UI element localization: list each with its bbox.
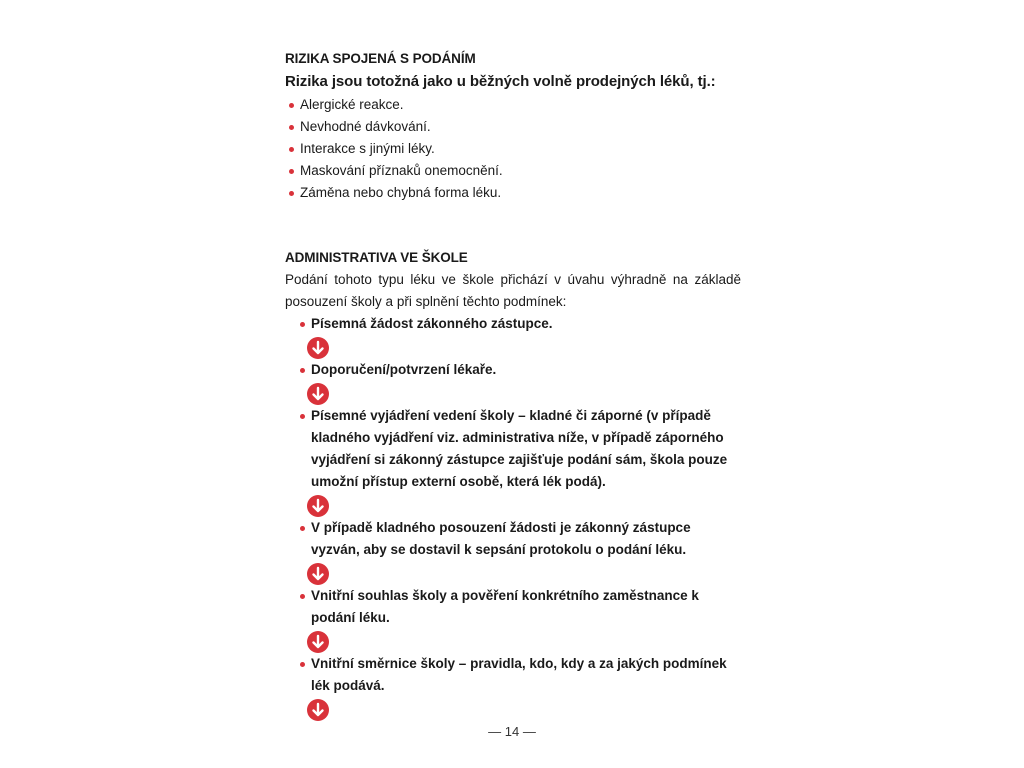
risks-heading: RIZIKA SPOJENÁ S PODÁNÍM xyxy=(285,51,476,66)
bullet-icon xyxy=(300,368,305,373)
list-item: Interakce s jinými léky. xyxy=(285,138,741,160)
bullet-icon xyxy=(300,526,305,531)
administration-heading: ADMINISTRATIVA VE ŠKOLE xyxy=(285,250,468,265)
list-item: Záměna nebo chybná forma léku. xyxy=(285,182,741,204)
steps-list xyxy=(297,313,741,721)
list-item: Alergické reakce. xyxy=(285,94,741,116)
bullet-icon xyxy=(289,191,294,196)
arrow-down-circle-icon xyxy=(307,699,329,721)
administration-intro: Podání tohoto typu léku ve škole přichází v úvahu výhradně na základě posouzení školy a při splnění těchto podmínek: xyxy=(285,272,741,309)
risks-section xyxy=(285,50,741,204)
bullet-icon xyxy=(289,147,294,152)
bullet-icon xyxy=(300,414,305,419)
step-item: V případě kladného posouzení žádosti je zákonný zástupce vyzván, aby se dostavil k sepsání protokolu o podání léku. xyxy=(297,517,741,561)
step-item: Vnitřní směrnice školy – pravidla, kdo, kdy a za jakých podmínek lék podává. xyxy=(297,653,741,697)
arrow-down-circle-icon xyxy=(307,495,329,517)
page-number: — 14 — xyxy=(488,724,536,739)
bullet-icon xyxy=(289,125,294,130)
arrow-down-circle-icon xyxy=(307,383,329,405)
administration-section xyxy=(285,249,741,721)
risks-list xyxy=(285,94,741,204)
list-item: Nevhodné dávkování. xyxy=(285,116,741,138)
step-item: Doporučení/potvrzení lékaře. xyxy=(297,359,741,381)
step-item: Písemné vyjádření vedení školy – kladné či záporné (v případě kladného vyjádření viz. administrativa níže, v případě záporného vyjádření si zákonný zástupce zajišťuje podání sám, škola pouze umožní přístup externí osobě, která lék podá). xyxy=(297,405,741,493)
bullet-icon xyxy=(300,594,305,599)
bullet-icon xyxy=(289,169,294,174)
step-item: Písemná žádost zákonného zástupce. xyxy=(297,313,741,335)
bullet-icon xyxy=(289,103,294,108)
step-item: Vnitřní souhlas školy a pověření konkrétního zaměstnance k podání léku. xyxy=(297,585,741,629)
arrow-down-circle-icon xyxy=(307,631,329,653)
arrow-down-circle-icon xyxy=(307,563,329,585)
bullet-icon xyxy=(300,662,305,667)
bullet-icon xyxy=(300,322,305,327)
list-item: Maskování příznaků onemocnění. xyxy=(285,160,741,182)
arrow-down-circle-icon xyxy=(307,337,329,359)
risks-subheading: Rizika jsou totožná jako u běžných volně prodejných léků, tj.: xyxy=(285,73,716,90)
